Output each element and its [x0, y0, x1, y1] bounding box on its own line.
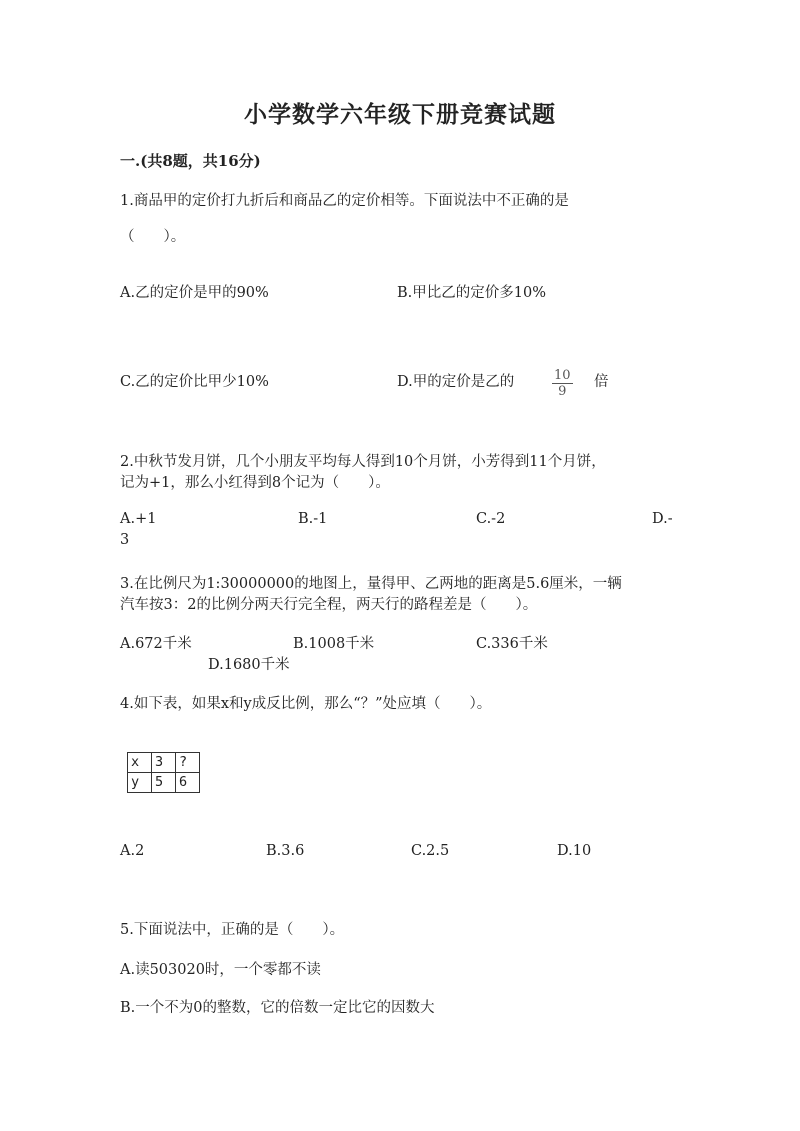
q2-option-c: C.-2 — [476, 511, 506, 527]
table-cell: y — [128, 773, 152, 793]
table-cell: 3 — [152, 753, 176, 773]
q3-stem-line2: 汽车按3：2的比例分两天行完全程，两天行的路程差是（ ）。 — [120, 597, 538, 613]
section-heading: 一.(共8题，共16分) — [120, 152, 261, 170]
q3-option-a: A.672千米 — [120, 636, 192, 652]
table-cell: ? — [176, 753, 200, 773]
q1-option-a: A.乙的定价是甲的90% — [120, 285, 269, 301]
q5-option-a: A.读503020时，一个零都不读 — [120, 962, 321, 978]
table-cell: 6 — [176, 773, 200, 793]
q1-option-c: C.乙的定价比甲少10% — [120, 374, 269, 390]
fraction-denominator: 9 — [558, 384, 567, 399]
table-row — [128, 773, 200, 793]
q3-option-c: C.336千米 — [476, 636, 548, 652]
page-title: 小学数学六年级下册竞赛试题 — [244, 101, 556, 128]
q1-stem-line1: 1.商品甲的定价打九折后和商品乙的定价相等。下面说法中不正确的是 — [120, 193, 569, 209]
table-cell: 5 — [152, 773, 176, 793]
q1-option-b: B.甲比乙的定价多10% — [397, 285, 546, 301]
q4-stem: 4.如下表，如果x和y成反比例，那么“？”处应填（ ）。 — [120, 696, 492, 712]
q2-option-b: B.-1 — [298, 511, 328, 527]
q2-option-a: A.+1 — [120, 511, 157, 527]
q5-stem: 5.下面说法中，正确的是（ ）。 — [120, 922, 345, 938]
q5-option-b: B.一个不为0的整数，它的倍数一定比它的因数大 — [120, 1000, 435, 1016]
q4-option-d: D.10 — [557, 843, 592, 859]
table-cell: x — [128, 753, 152, 773]
q1-option-d — [397, 370, 514, 391]
xy-table-wrap — [127, 752, 200, 793]
q2-option-d-part2: 3 — [120, 532, 130, 548]
fraction-numerator: 10 — [554, 368, 571, 383]
q1-option-d-prefix: D.甲的定价是乙的 — [397, 374, 515, 390]
q4-option-a: A.2 — [120, 843, 145, 859]
table-row — [128, 753, 200, 773]
q2-option-d-part1: D.- — [652, 511, 673, 527]
q2-stem-line2: 记为+1，那么小红得到8个记为（ ）。 — [120, 475, 390, 491]
q4-option-c: C.2.5 — [411, 843, 450, 859]
q1-option-d-suffix: 倍 — [594, 374, 609, 390]
q1-stem-line2: （ ）。 — [120, 229, 186, 245]
q3-option-d: D.1680千米 — [208, 657, 290, 673]
xy-table — [127, 752, 200, 793]
q3-option-b: B.1008千米 — [293, 636, 375, 652]
q3-stem-line1: 3.在比例尺为1:30000000的地图上，量得甲、乙两地的距离是5.6厘米，一辆 — [120, 576, 622, 592]
fraction — [552, 364, 573, 399]
q2-stem-line1: 2.中秋节发月饼，几个小朋友平均每人得到10个月饼，小芳得到11个月饼， — [120, 454, 606, 470]
q4-option-b: B.3.6 — [266, 843, 305, 859]
